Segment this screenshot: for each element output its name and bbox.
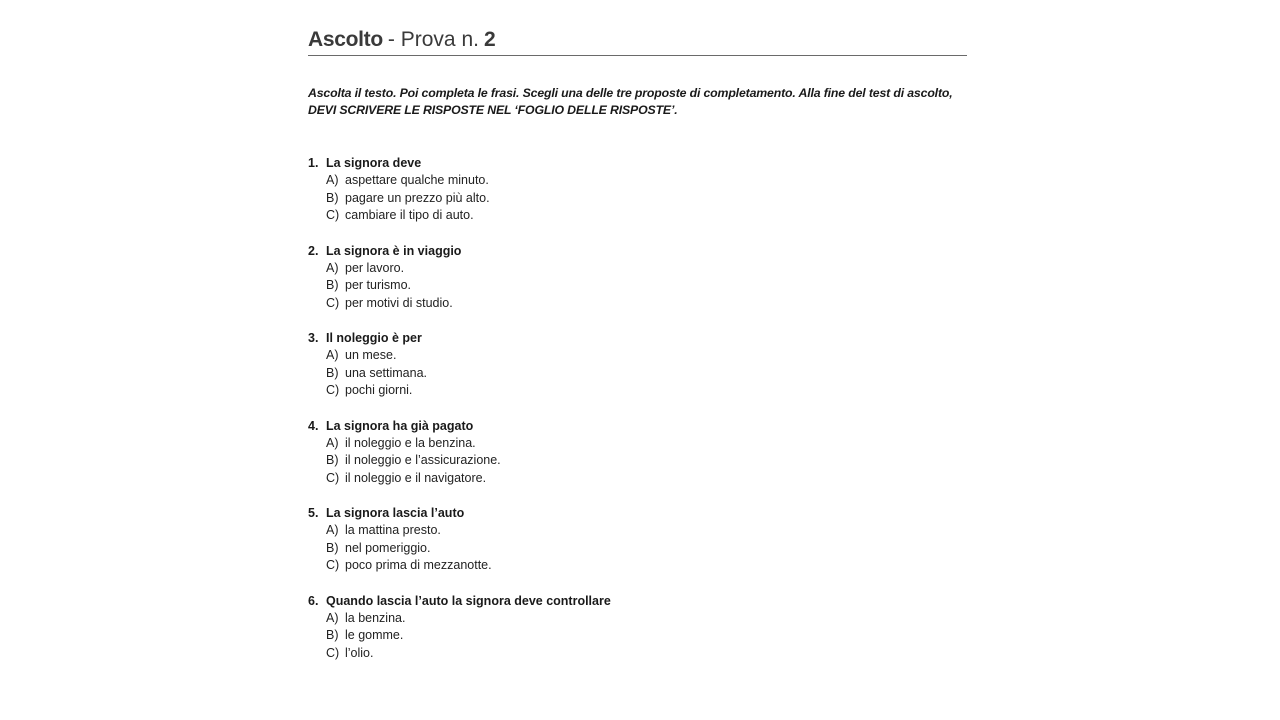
option-a [326, 347, 967, 365]
instructions-line-1: Ascolta il testo. Poi completa le frasi. Scegli una delle tre proposte di completamento. Alla fine del test di ascolto, [308, 86, 953, 100]
option-letter: A) [326, 435, 339, 450]
question-stem [308, 243, 967, 260]
option-letter: C) [326, 558, 340, 572]
option-a [326, 172, 967, 190]
option-letter: B) [326, 628, 339, 642]
option-list [326, 435, 967, 488]
question-text: La signora è in viaggio [326, 243, 462, 258]
option-c [326, 557, 967, 575]
option-letter: C) [326, 645, 340, 660]
question-4 [308, 418, 967, 488]
option-text: un mese. [345, 348, 397, 362]
option-text: pochi giorni. [345, 383, 413, 397]
option-text: pagare un prezzo più alto. [345, 190, 490, 205]
option-text: il noleggio e l’assicurazione. [345, 453, 501, 467]
option-text: poco prima di mezzanotte. [345, 558, 492, 572]
question-text: Il noleggio è per [326, 331, 422, 345]
option-letter: B) [326, 540, 339, 555]
option-text: il noleggio e il navigatore. [345, 470, 487, 485]
question-stem [308, 155, 967, 172]
option-c [326, 295, 967, 313]
title-section: Ascolto [308, 28, 383, 51]
option-b [326, 540, 967, 558]
option-letter: C) [326, 383, 340, 397]
option-letter: A) [326, 348, 339, 362]
option-text: per turismo. [345, 278, 411, 292]
option-a [326, 435, 967, 453]
title-prova: - Prova n. [387, 28, 479, 51]
question-3 [308, 330, 967, 400]
instructions [308, 85, 967, 119]
option-text: la benzina. [345, 610, 406, 625]
option-text: per motivi di studio. [345, 295, 453, 310]
question-stem [308, 330, 967, 347]
question-6 [308, 593, 967, 663]
question-text: Quando lascia l’auto la signora deve controllare [326, 593, 611, 608]
option-a [326, 522, 967, 540]
question-stem [308, 505, 967, 522]
question-5 [308, 505, 967, 575]
option-letter: B) [326, 365, 339, 380]
option-list [326, 522, 967, 575]
question-number: 2. [308, 243, 319, 258]
question-stem [308, 418, 967, 435]
option-list [326, 260, 967, 313]
option-text: aspettare qualche minuto. [345, 173, 489, 187]
question-number: 6. [308, 593, 319, 608]
option-letter: B) [326, 278, 339, 292]
option-letter: A) [326, 260, 339, 275]
instructions-line-2: DEVI SCRIVERE LE RISPOSTE NEL ‘FOGLIO DELLE RISPOSTE’. [308, 103, 678, 117]
option-b [326, 190, 967, 208]
option-b [326, 277, 967, 295]
option-a [326, 260, 967, 278]
question-number: 3. [308, 331, 319, 345]
question-text: La signora ha già pagato [326, 418, 474, 433]
option-letter: A) [326, 610, 339, 625]
option-text: il noleggio e la benzina. [345, 435, 476, 450]
question-number: 4. [308, 418, 319, 433]
option-letter: A) [326, 523, 339, 537]
question-stem [308, 593, 967, 610]
option-text: cambiare il tipo di auto. [345, 208, 474, 222]
title-number: 2 [483, 28, 496, 51]
option-b [326, 452, 967, 470]
option-text: una settimana. [345, 365, 427, 380]
option-text: la mattina presto. [345, 523, 441, 537]
question-number: 1. [308, 156, 319, 170]
option-c [326, 382, 967, 400]
page-title [308, 28, 967, 56]
option-b [326, 627, 967, 645]
option-a [326, 610, 967, 628]
option-text: l’olio. [345, 645, 374, 660]
option-letter: A) [326, 173, 339, 187]
option-list [326, 610, 967, 663]
option-letter: B) [326, 453, 339, 467]
exam-sheet [308, 28, 967, 680]
question-1 [308, 155, 967, 225]
option-letter: C) [326, 470, 340, 485]
question-number: 5. [308, 506, 319, 520]
question-list [308, 155, 967, 662]
option-text: le gomme. [345, 628, 404, 642]
option-text: nel pomeriggio. [345, 540, 431, 555]
question-2 [308, 243, 967, 313]
option-text: per lavoro. [345, 260, 405, 275]
option-list [326, 347, 967, 400]
option-letter: B) [326, 190, 339, 205]
option-letter: C) [326, 295, 340, 310]
option-b [326, 365, 967, 383]
question-text: La signora lascia l’auto [326, 506, 465, 520]
option-list [326, 172, 967, 225]
option-c [326, 470, 967, 488]
question-text: La signora deve [326, 156, 422, 170]
option-letter: C) [326, 208, 340, 222]
option-c [326, 207, 967, 225]
option-c [326, 645, 967, 663]
